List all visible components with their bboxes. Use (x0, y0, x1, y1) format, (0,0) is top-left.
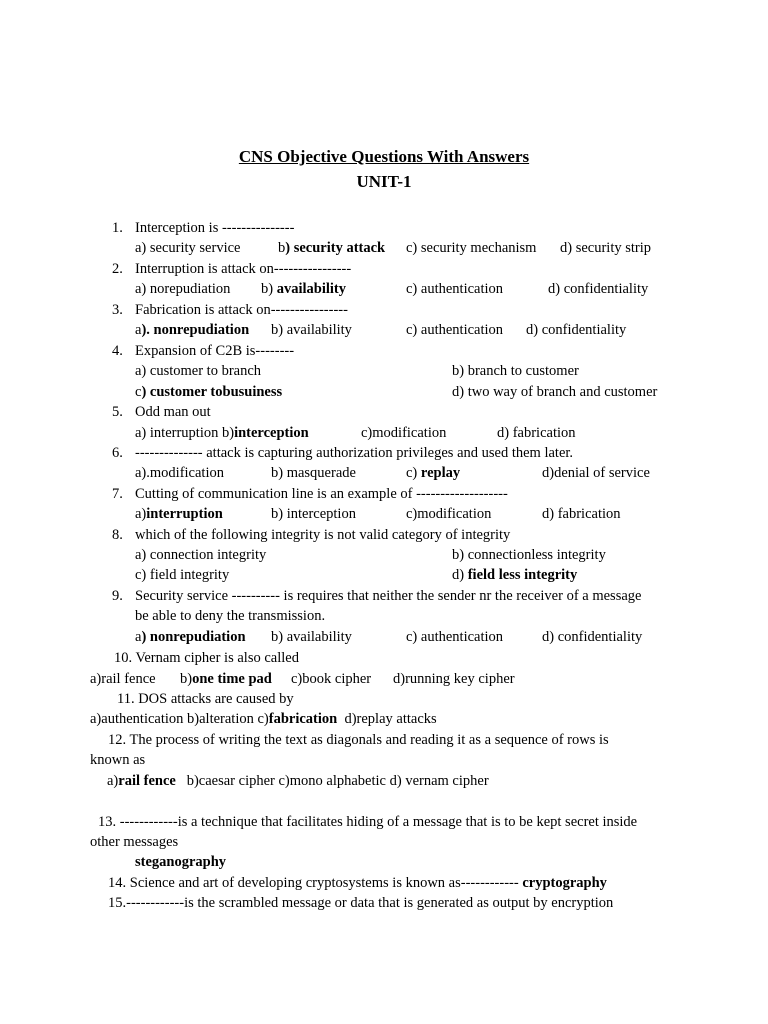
q4-number: 4. (112, 343, 123, 359)
q9-question-line2: be able to deny the transmission. (135, 608, 326, 624)
q3-option-c: c) authentication (406, 322, 504, 338)
q8-option-b: b) connectionless integrity (452, 547, 606, 563)
q7-option-d: d) fabrication (542, 506, 621, 522)
q6-option-c: c) replay (406, 465, 461, 481)
q14-question: 14. Science and art of developing cryptosystems is known as------------ cryptography (108, 875, 607, 891)
q4-option-c: c) customer tobusuiness (135, 384, 283, 400)
q4-question: Expansion of C2B is-------- (135, 343, 295, 359)
q2-option-a: a) norepudiation (135, 281, 231, 297)
q3-question: Fabrication is attack on---------------- (135, 302, 348, 318)
q15-question: 15.------------is the scrambled message or data that is generated as output by encryption (108, 895, 614, 911)
q1-option-a: a) security service (135, 240, 241, 256)
q5-question: Odd man out (135, 404, 211, 420)
q2-number: 2. (112, 261, 123, 277)
q1-number: 1. (112, 220, 123, 236)
q6-question: -------------- attack is capturing authorization privileges and used them later. (135, 445, 574, 461)
q12-options: a)rail fence b)caesar cipher c)mono alphabetic d) vernam cipher (107, 773, 489, 789)
q10-option-d: d)running key cipher (393, 671, 515, 687)
q11-options: a)authentication b)alteration c)fabrication d)replay attacks (90, 711, 437, 727)
q3-answer: ). nonrepudiation (141, 322, 250, 338)
q10-answer: one time pad (192, 671, 272, 687)
q13-question-line1: 13. ------------is a technique that facilitates hiding of a message that is to be kept secret inside (98, 814, 638, 830)
q5-answer: interception (234, 425, 309, 441)
q1-answer: ) security attack (285, 240, 386, 256)
q9-option-b: b) availability (271, 629, 352, 645)
q1-option-c: c) security mechanism (406, 240, 537, 256)
q3-option-d: d) confidentiality (526, 322, 627, 338)
q9-answer: ) nonrepudiation (141, 629, 246, 645)
q7-option-c: c)modification (406, 506, 492, 522)
q5-option-ab: a) interruption b)interception (135, 425, 309, 441)
q8-question: which of the following integrity is not valid category of integrity (135, 527, 511, 543)
q2-answer: availability (276, 281, 347, 297)
q2-question: Interruption is attack on---------------- (135, 261, 352, 277)
q11-answer: fabrication (268, 711, 338, 727)
q4-option-d: d) two way of branch and customer (452, 384, 658, 400)
q14-answer: cryptography (522, 875, 607, 891)
q7-option-b: b) interception (271, 506, 356, 522)
q4-answer: ) customer tobusuiness (141, 384, 283, 400)
q3-option-a: a). nonrepudiation (135, 322, 250, 338)
q10-option-c: c)book cipher (291, 671, 372, 687)
q10-question: 10. Vernam cipher is also called (114, 650, 299, 666)
unit-heading: UNIT-1 (356, 172, 412, 191)
q9-option-c: c) authentication (406, 629, 504, 645)
q12-question-line1: 12. The process of writing the text as diagonals and reading it as a sequence of rows is (108, 732, 609, 748)
q2-option-c: c) authentication (406, 281, 504, 297)
q9-option-a: a) nonrepudiation (135, 629, 246, 645)
q8-option-d: d) field less integrity (452, 567, 578, 583)
q1-question: Interception is --------------- (135, 220, 295, 236)
q6-option-b: b) masquerade (271, 465, 356, 481)
q7-answer: interruption (146, 506, 223, 522)
q10-option-a: a)rail fence (90, 671, 156, 687)
q6-option-a: a).modification (135, 465, 224, 481)
q2-option-b: b) availability (261, 281, 347, 297)
q3-option-b: b) availability (271, 322, 352, 338)
q10-option-b: b)one time pad (180, 671, 272, 687)
q5-number: 5. (112, 404, 123, 420)
q7-option-a: a)interruption (135, 506, 223, 522)
q3-number: 3. (112, 302, 123, 318)
q6-number: 6. (112, 445, 123, 461)
q9-question-line1: Security service ---------- is requires that neither the sender nr the receiver of a message (135, 588, 642, 604)
q1-option-d: d) security strip (560, 240, 652, 256)
q8-number: 8. (112, 527, 123, 543)
q8-answer: field less integrity (467, 567, 578, 583)
q8-option-c: c) field integrity (135, 567, 230, 583)
q5-option-d: d) fabrication (497, 425, 576, 441)
q2-option-d: d) confidentiality (548, 281, 649, 297)
q12-question-line2: known as (90, 752, 146, 768)
q1-option-b: b) security attack (278, 240, 386, 256)
q11-question: 11. DOS attacks are caused by (117, 691, 294, 707)
q12-answer: rail fence (118, 773, 176, 789)
q7-question: Cutting of communication line is an example of ------------------- (135, 486, 508, 502)
document-title: CNS Objective Questions With Answers (238, 147, 530, 166)
q7-number: 7. (112, 486, 123, 502)
q9-option-d: d) confidentiality (542, 629, 643, 645)
q9-number: 9. (112, 588, 123, 604)
q13-answer: steganography (135, 854, 227, 870)
q6-option-d: d)denial of service (542, 465, 650, 481)
q5-option-c: c)modification (361, 425, 447, 441)
q13-question-line2: other messages (90, 834, 179, 850)
q8-option-a: a) connection integrity (135, 547, 267, 563)
q4-option-a: a) customer to branch (135, 363, 262, 379)
q6-answer: replay (420, 465, 461, 481)
q4-option-b: b) branch to customer (452, 363, 579, 379)
